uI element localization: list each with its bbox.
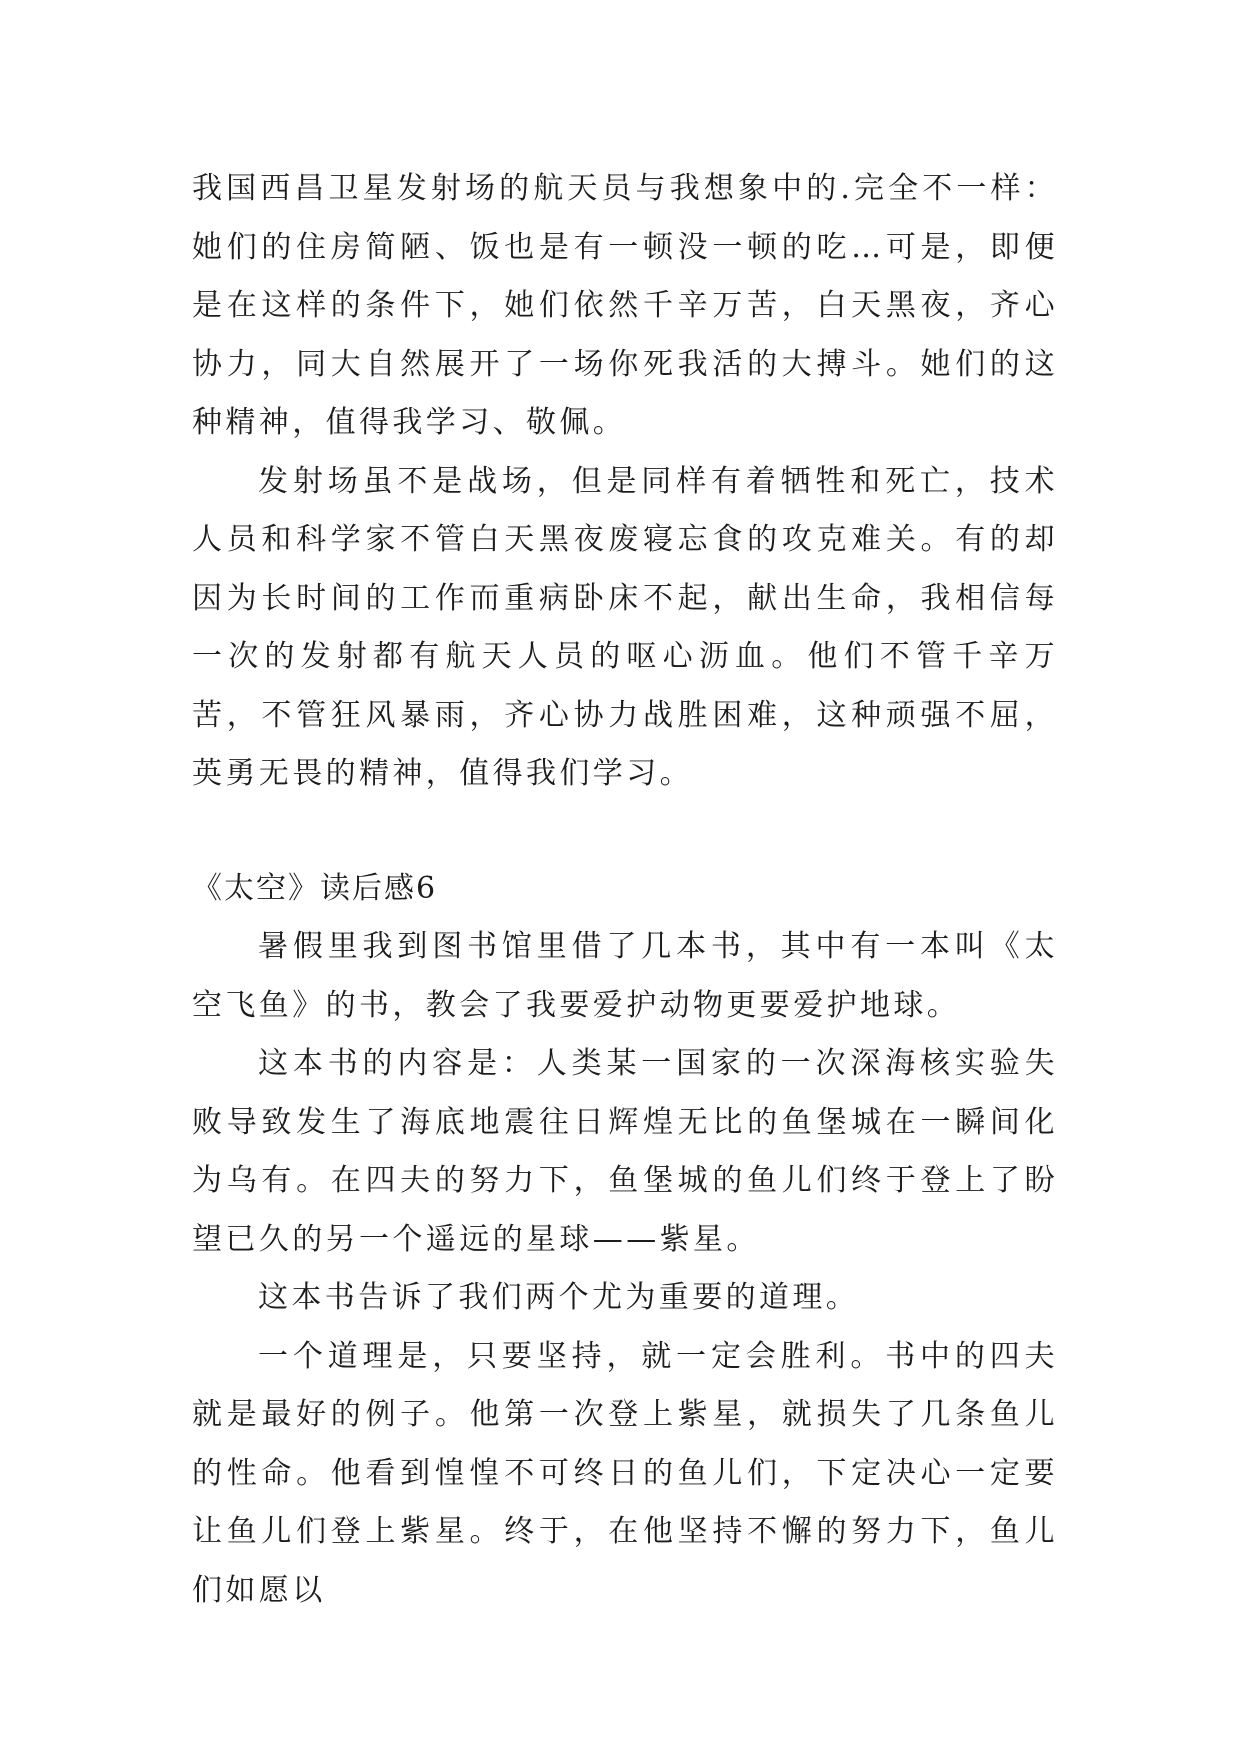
paragraph-3: 暑假里我到图书馆里借了几本书，其中有一本叫《太空飞鱼》的书，教会了我要爱护动物更要爱护地球。: [192, 929, 1058, 1023]
paragraph-2: 发射场虽不是战场，但是同样有着牺牲和死亡，技术人员和科学家不管白天黑夜废寝忘食的攻克难关。有的却因为长时间的工作而重病卧床不起，献出生命，我相信每一次的发射都有航天人员的呕心沥血。他们不管千辛万苦，不管狂风暴雨，齐心协力战胜困难，这种顽强不屈，英勇无畏的精神，值得我们学习。: [192, 463, 1058, 791]
section-title: 《太空》读后感6: [192, 870, 438, 906]
paragraph-4: 这本书的内容是：人类某一国家的一次深海核实验失败导致发生了海底地震往日辉煌无比的鱼堡城在一瞬间化为乌有。在四夫的努力下，鱼堡城的鱼儿们终于登上了盼望已久的另一个遥远的星球——紫星。: [192, 1046, 1058, 1257]
paragraph-6: 一个道理是，只要坚持，就一定会胜利。书中的四夫就是最好的例子。他第一次登上紫星，就损失了几条鱼儿的性命。他看到惶惶不可终日的鱼儿们，下定决心一定要让鱼儿们登上紫星。终于，在他坚持不懈的努力下，鱼儿们如愿以: [192, 1338, 1058, 1608]
paragraph-1: 我国西昌卫星发射场的航天员与我想象中的.完全不一样：她们的住房简陋、饭也是有一顿没一顿的吃…可是，即便是在这样的条件下，她们依然千辛万苦，白天黑夜，齐心协力，同大自然展开了一场你死我活的大搏斗。她们的这种精神，值得我学习、敬佩。: [192, 171, 1058, 440]
paragraph-5: 这本书告诉了我们两个尤为重要的道理。: [258, 1280, 860, 1315]
document-body: [192, 160, 1058, 1620]
section-spacer: [192, 804, 1058, 860]
